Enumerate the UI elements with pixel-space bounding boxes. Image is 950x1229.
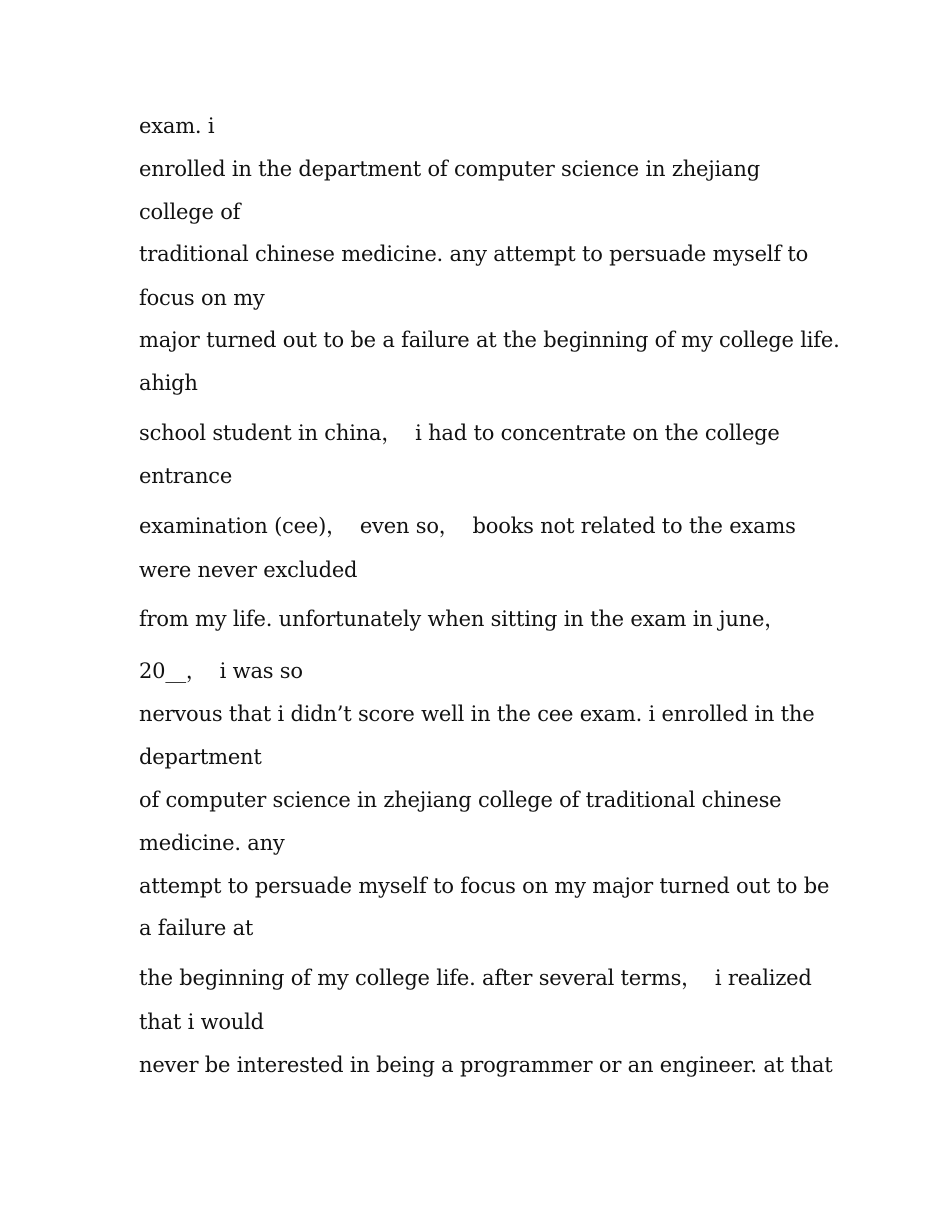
text-line: attempt to persuade myself to focus on my major turned out to be <box>139 874 830 898</box>
text-line: examination (cee)， even so， books not related to the exams <box>139 514 796 538</box>
text-line: college of <box>139 200 241 224</box>
text-line: school student in china， i had to concentrate on the college <box>139 421 780 445</box>
text-line: that i would <box>139 1010 264 1034</box>
text-line: from my life. unfortunately when sitting in the exam in june， <box>139 607 786 631</box>
text-line: exam. i <box>139 114 215 138</box>
text-line: entrance <box>139 464 233 488</box>
text-line: nervous that i didn’t score well in the cee exam. i enrolled in the <box>139 702 815 726</box>
text-line: medicine. any <box>139 831 285 855</box>
text-line: major turned out to be a failure at the beginning of my college life. <box>139 328 840 352</box>
text-line: of computer science in zhejiang college of traditional chinese <box>139 788 782 812</box>
text-line: 20__， i was so <box>139 659 303 683</box>
text-line: focus on my <box>139 286 265 310</box>
text-line: enrolled in the department of computer science in zhejiang <box>139 157 760 181</box>
text-line: the beginning of my college life. after several terms， i realized <box>139 966 812 990</box>
text-line: a failure at <box>139 916 254 940</box>
text-line: traditional chinese medicine. any attempt to persuade myself to <box>139 242 809 266</box>
text-line: were never excluded <box>139 558 358 582</box>
text-line: ahigh <box>139 371 198 395</box>
text-line: never be interested in being a programmer or an engineer. at that <box>139 1053 833 1077</box>
text-line: department <box>139 745 262 769</box>
